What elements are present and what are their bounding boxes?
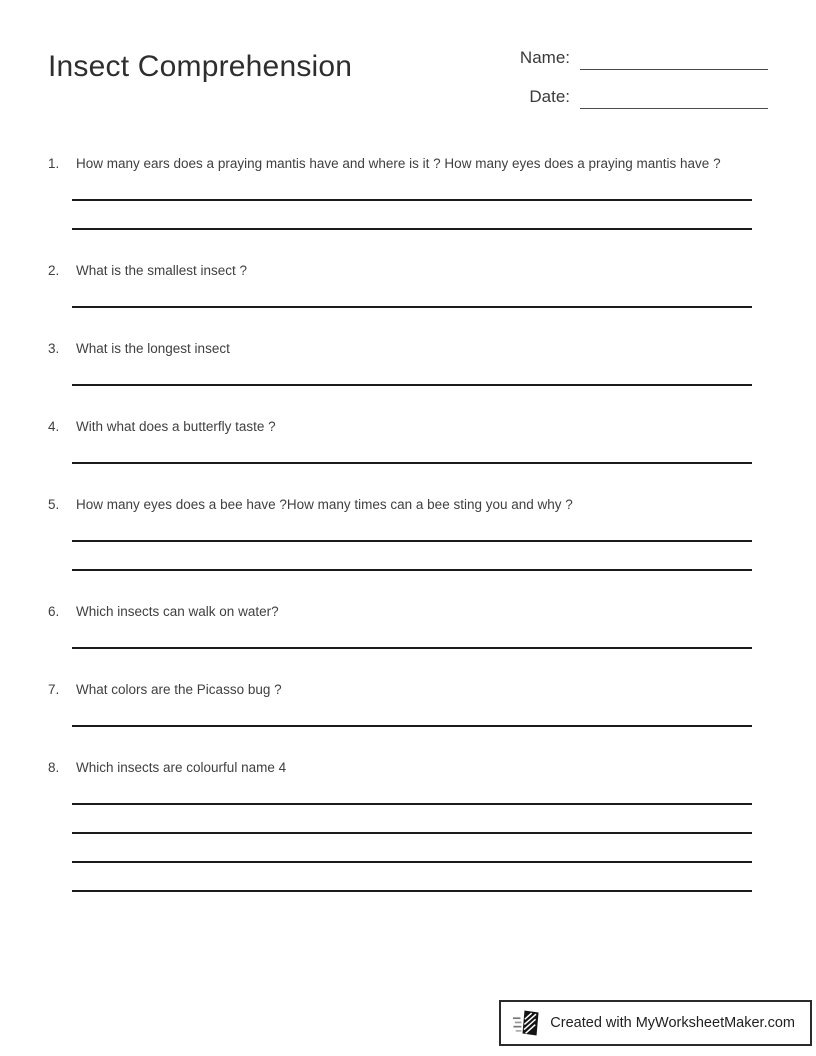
questions-list	[0, 154, 816, 892]
worksheet-header	[0, 0, 816, 109]
question-item	[48, 602, 763, 649]
question-text: How many eyes does a bee have ?How many times can a bee sting you and why ?	[76, 497, 573, 512]
credit-text: Created with MyWorksheetMaker.com	[550, 1015, 795, 1031]
date-fill-line[interactable]	[580, 89, 768, 109]
question-number: 1.	[48, 156, 60, 171]
question-item	[48, 339, 763, 386]
answer-lines	[72, 173, 752, 230]
answer-line[interactable]	[72, 863, 752, 892]
name-fill-line[interactable]	[580, 50, 768, 70]
answer-lines	[72, 777, 752, 892]
question-text: Which insects are colourful name 4	[76, 760, 287, 775]
flying-worksheet-icon	[512, 1008, 542, 1038]
date-label: Date:	[529, 87, 570, 106]
question-item	[48, 680, 763, 727]
question-text: How many ears does a praying mantis have and where is it ? How many eyes does a praying mantis have ?	[76, 156, 721, 171]
date-row	[520, 87, 768, 109]
name-label: Name:	[519, 48, 570, 67]
question-text: With what does a butterfly taste ?	[76, 419, 276, 434]
answer-line[interactable]	[72, 280, 752, 308]
question-item	[48, 758, 763, 892]
answer-lines	[72, 699, 752, 727]
question-number: 3.	[48, 341, 60, 356]
credit-badge[interactable]	[499, 1000, 812, 1046]
answer-lines	[72, 280, 752, 308]
name-date-block	[520, 48, 768, 109]
question-number: 8.	[48, 760, 60, 775]
answer-line[interactable]	[72, 777, 752, 805]
answer-line[interactable]	[72, 621, 752, 649]
answer-line[interactable]	[72, 805, 752, 834]
name-row	[520, 48, 768, 70]
question-item	[48, 417, 763, 464]
answer-lines	[72, 514, 752, 571]
question-text: What colors are the Picasso bug ?	[76, 682, 282, 697]
question-text: What is the smallest insect ?	[76, 263, 248, 278]
page-title: Insect Comprehension	[48, 50, 353, 83]
answer-lines	[72, 621, 752, 649]
question-number: 7.	[48, 682, 60, 697]
question-number: 2.	[48, 263, 60, 278]
question-item	[48, 261, 763, 308]
answer-line[interactable]	[72, 201, 752, 230]
question-number: 4.	[48, 419, 60, 434]
question-text: What is the longest insect	[76, 341, 230, 356]
question-item	[48, 495, 763, 571]
answer-line[interactable]	[72, 173, 752, 201]
answer-line[interactable]	[72, 358, 752, 386]
question-number: 6.	[48, 604, 60, 619]
answer-line[interactable]	[72, 834, 752, 863]
answer-line[interactable]	[72, 699, 752, 727]
answer-line[interactable]	[72, 542, 752, 571]
question-text: Which insects can walk on water?	[76, 604, 279, 619]
question-number: 5.	[48, 497, 60, 512]
answer-lines	[72, 358, 752, 386]
question-item	[48, 154, 763, 230]
answer-line[interactable]	[72, 514, 752, 542]
answer-lines	[72, 436, 752, 464]
answer-line[interactable]	[72, 436, 752, 464]
